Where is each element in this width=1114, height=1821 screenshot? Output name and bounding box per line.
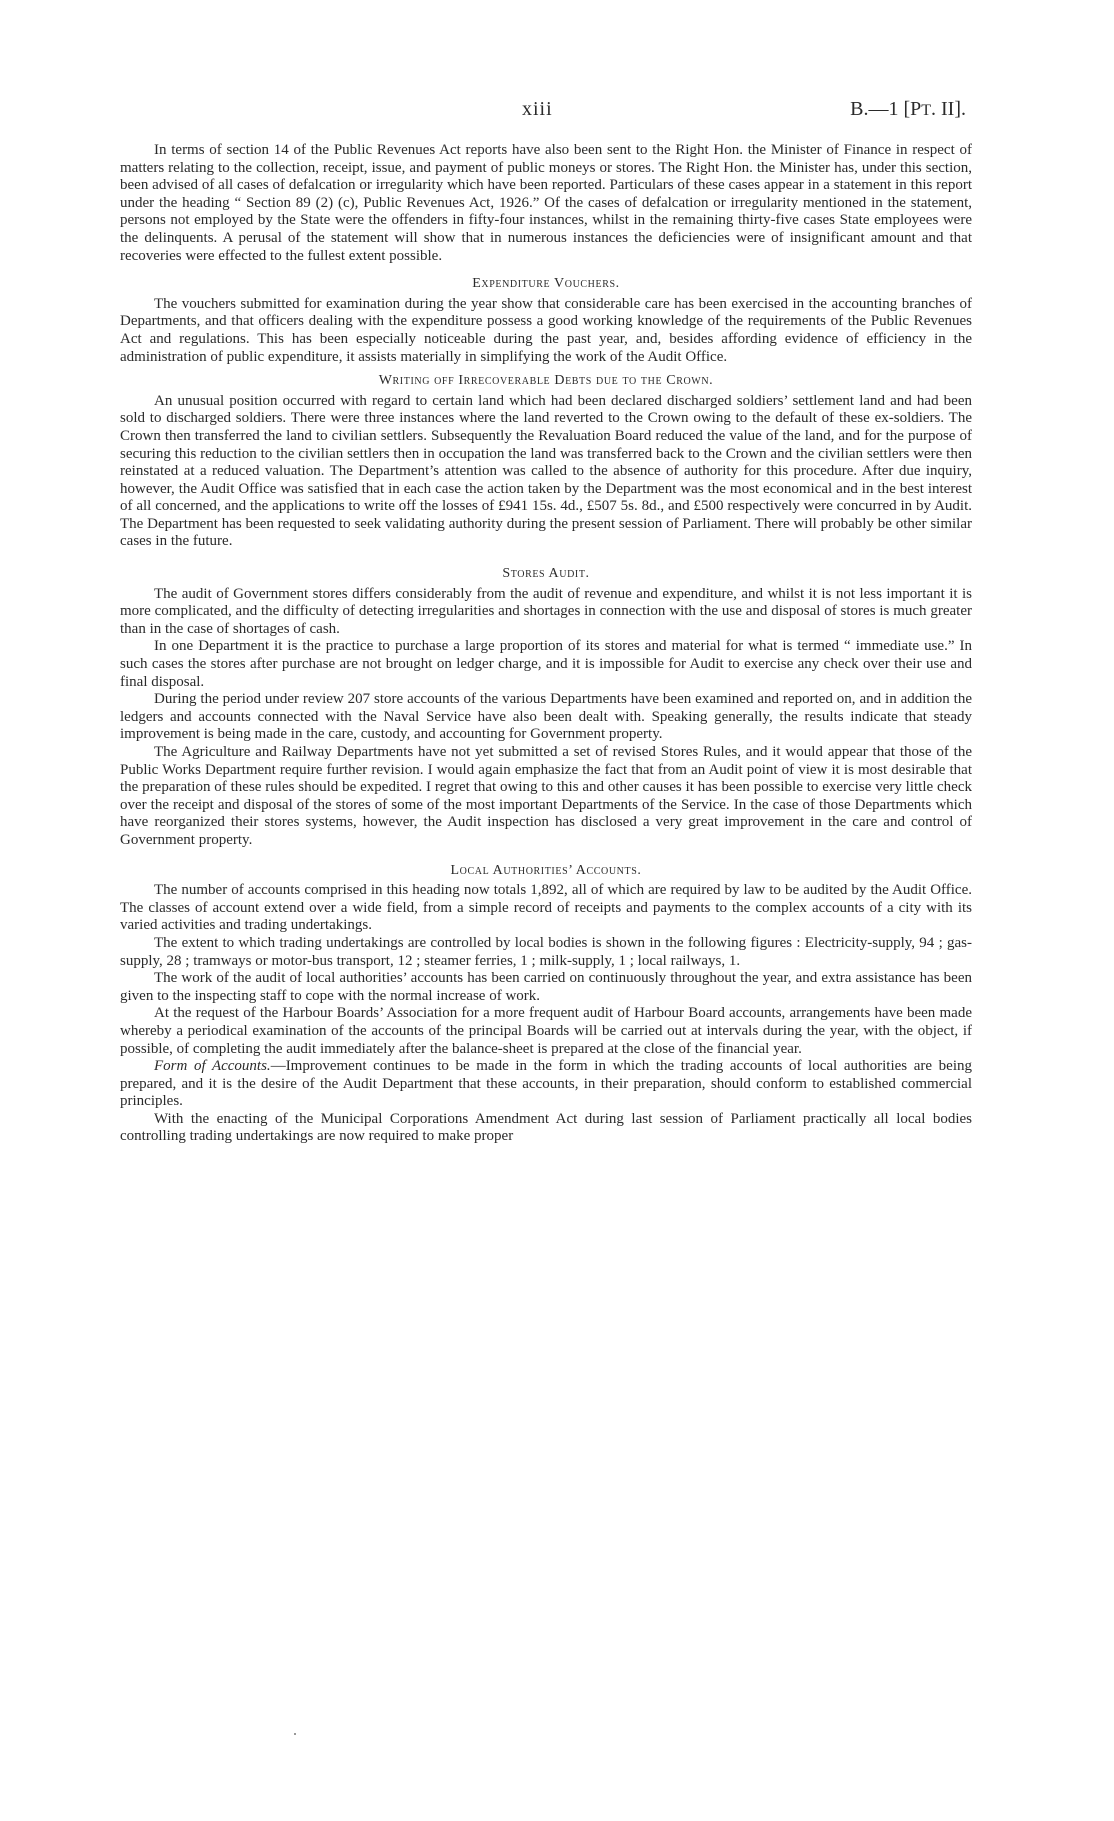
heading-expenditure-vouchers: Expenditure Vouchers. <box>472 276 620 292</box>
paragraph-local-1: The number of accounts comprised in this heading now totals 1,892, all of which are required by law to be audited by the Audit Office. The classes of account extend over a wide field, from a simple record of receipts and payments to the complex accounts of a city with its varied activities and trading undertakings. <box>120 882 972 934</box>
paragraph-writing-off-debts: An unusual position occurred with regard to certain land which had been declared discharged soldiers’ settlement land and had been sold to discharged soldiers. There were three instances where the land reverted to the Crown owing to the default of these ex-soldiers. The Crown then transferred the land to civilian settlers. Subsequently the Revaluation Board reduced the value of the land, and for the purpose of securing this reduction to the civilian settlers then in occupation the land was transferred back to the Crown and the civilian settlers were then reinstated at a reduced valuation. The Department’s attention was called to the absence of authority for this procedure. After due inquiry, however, the Audit Office was satisfied that in each case the action taken by the Department was the most economical and in the best interest of all concerned, and the applications to write off the losses of £941 15s. 4d., £507 5s. 8d., and £500 respectively were concurred in by Audit. The Department has been requested to seek validating authority during the present session of Parliament. There will probably be other similar cases in the future. <box>120 392 972 550</box>
heading-stores-audit: Stores Audit. <box>502 566 590 582</box>
form-of-accounts-label: Form of Accounts. <box>154 1058 271 1075</box>
page-number: xiii <box>522 98 553 120</box>
document-reference-main: B.—1 [P <box>850 98 922 120</box>
heading-writing-off-debts: Writing off Irrecoverable Debts due to the Crown. <box>378 373 714 389</box>
heading-local-authorities: Local Authorities’ Accounts. <box>450 862 642 878</box>
paragraph-expenditure-vouchers: The vouchers submitted for examination during the year show that considerable care has been exercised in the accounting branches of Departments, and that officers dealing with the expenditure possess a good working knowledge of the requirements of the Public Revenues Act and regulations. This has been especially noticeable during the past year, and, besides affording evidence of efficiency in the administration of public expenditure, it assists materially in simplifying the work of the Audit Office. <box>120 295 972 365</box>
paragraph-public-revenues: In terms of section 14 of the Public Revenues Act reports have also been sent to the Right Hon. the Minister of Finance in respect of matters relating to the collection, receipt, issue, and payment of public moneys or stores. The Right Hon. the Minister has, under this section, been advised of all cases of defalcation or irregularity which have been reported. Particulars of these cases appear in a statement in this report under the heading “ Section 89 (2) (c), Public Revenues Act, 1926.” Of the cases of defalcation or irregularity mentioned in the statement, persons not employed by the State were the offenders in fifty-four instances, whilst in the remaining thirty-five cases State employees were the delinquents. A perusal of the statement will show that in numerous instances the deficiencies were of insignificant amount and that recoveries were effected to the fullest extent possible. <box>120 142 972 264</box>
report-body <box>120 142 972 1146</box>
paragraph-stores-4: The Agriculture and Railway Departments have not yet submitted a set of revised Stores Rules, and it would appear that those of the Public Works Department require further revision. I would again emphasize the fact that from an Audit point of view it is most desirable that the preparation of these rules should be expedited. I regret that owing to this and other causes it has been possible to exercise very little check over the receipt and disposal of the stores of some of the most important Departments of the Service. In the case of those Departments which have reorganized their stores systems, however, the Audit inspection has disclosed a very great improvement in the care and control of Government property. <box>120 744 972 848</box>
scan-speck <box>294 1733 296 1735</box>
page-header <box>0 98 1114 128</box>
paragraph-local-4: At the request of the Harbour Boards’ Association for a more frequent audit of Harbour Board accounts, arrangements have been made whereby a periodical examination of the accounts of the principal Boards will be carried out at intervals during the year, with the object, if possible, of completing the audit immediately after the balance-sheet is prepared at the close of the financial year. <box>120 1005 972 1057</box>
paragraph-local-6: With the enacting of the Municipal Corporations Amendment Act during last session of Parliament practically all local bodies controlling trading undertakings are now required to make proper <box>120 1110 972 1145</box>
document-reference-smallcaps: T <box>921 102 932 119</box>
document-reference <box>850 98 966 121</box>
form-of-accounts-text: —Improvement continues to be made in the form in which the trading accounts of local authorities are being prepared, and it is the desire of the Audit Department that these accounts, in their preparation, should conform to established commercial principles. <box>120 1058 972 1110</box>
paragraph-stores-3: During the period under review 207 store accounts of the various Departments have been examined and reported on, and in addition the ledgers and accounts connected with the Naval Service have also been dealt with. Speaking generally, the results indicate that steady improvement is being made in the care, custody, and accounting for Government property. <box>120 691 972 743</box>
document-reference-end: . II]. <box>931 98 966 120</box>
paragraph-local-2: The extent to which trading undertakings are controlled by local bodies is shown in the following figures : Electricity-supply, 94 ; gas-supply, 28 ; tramways or motor-bus transport, 12 ; steamer ferries, 1 ; milk-supply, 1 ; local railways, 1. <box>120 934 972 969</box>
paragraph-stores-1: The audit of Government stores differs considerably from the audit of revenue and expenditure, and whilst it is not less important it is more complicated, and the difficulty of detecting irregularities and shortages in connection with the use and disposal of stores is much greater than in the case of shortages of cash. <box>120 585 972 637</box>
paragraph-local-5 <box>120 1058 972 1111</box>
paragraph-local-3: The work of the audit of local authorities’ accounts has been carried on continuously throughout the year, and extra assistance has been given to the inspecting staff to cope with the normal increase of work. <box>120 970 972 1004</box>
paragraph-stores-2: In one Department it is the practice to purchase a large proportion of its stores and material for what is termed “ immediate use.” In such cases the stores after purchase are not brought on ledger charge, and it is impossible for Audit to exercise any check over their use and final disposal. <box>120 638 972 690</box>
